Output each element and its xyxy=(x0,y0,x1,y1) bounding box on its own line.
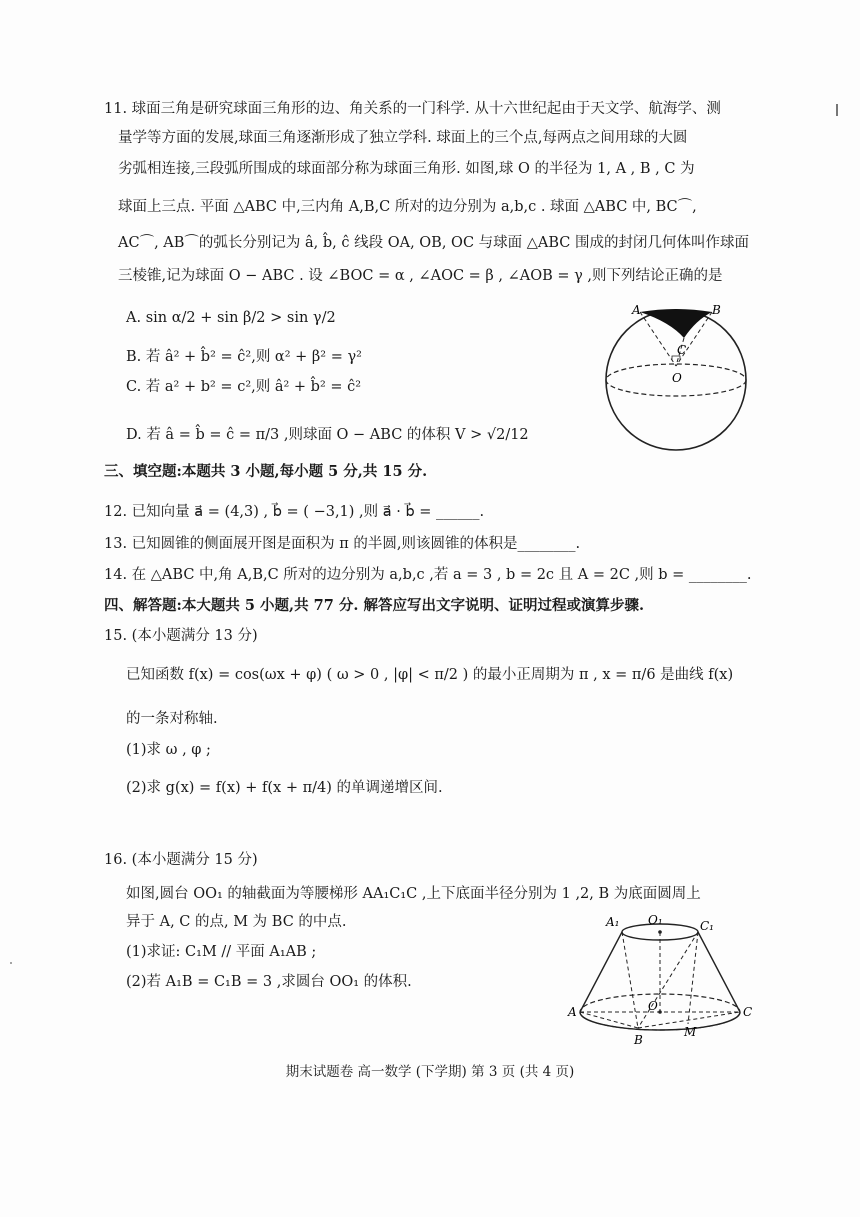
scan-mark xyxy=(836,104,838,116)
section-3-heading: 三、填空题:本题共 3 小题,每小题 5 分,共 15 分. xyxy=(104,463,428,480)
frustum-label-b: B xyxy=(634,1033,643,1047)
q15-heading: 15. (本小题满分 13 分) xyxy=(104,628,258,644)
q11-line-1: 11. 球面三角是研究球面三角形的边、角关系的一门科学. 从十六世纪起由于天文学、航海学、测 xyxy=(104,101,721,117)
q15-line-1: 已知函数 f(x) = cos(ωx + φ) ( ω > 0 , |φ| < π/2 ) 的最小正周期为 π , x = π/6 是曲线 f(x) xyxy=(126,667,734,683)
scan-dot xyxy=(10,962,12,964)
frustum-figure xyxy=(566,906,766,1056)
q11-line-6: 三棱锥,记为球面 O − ABC . 设 ∠BOC = α , ∠AOC = β , ∠AOB = γ ,则下列结论正确的是 xyxy=(118,268,723,284)
q15-part-2: (2)求 g(x) = f(x) + f(x + π/4) 的单调递增区间. xyxy=(126,780,443,796)
frustum-label-c: C xyxy=(743,1005,753,1019)
q15-line-2: 的一条对称轴. xyxy=(126,711,218,727)
q13-text: 13. 已知圆锥的侧面展开图是面积为 π 的半圆,则该圆锥的体积是________. xyxy=(104,536,581,552)
sphere-label-a: A xyxy=(632,303,641,317)
q11-option-c: C. 若 a² + b² = c²,则 â² + b̂² = ĉ² xyxy=(126,379,362,395)
q11-line-4: 球面上三点. 平面 △ABC 中,三内角 A,B,C 所对的边分别为 a,b,c . 球面 △ABC 中, BC⌒, xyxy=(118,199,697,215)
q14-text: 14. 在 △ABC 中,角 A,B,C 所对的边分别为 a,b,c ,若 a = 3 , b = 2c 且 A = 2C ,则 b = ________. xyxy=(104,567,752,583)
section-4-heading: 四、解答题:本大题共 5 小题,共 77 分. 解答应写出文字说明、证明过程或演算步骤. xyxy=(104,597,645,614)
q11-line-3: 劣弧相连接,三段弧所围成的球面部分称为球面三角形. 如图,球 O 的半径为 1, A , B , C 为 xyxy=(118,161,695,177)
q11-line-2: 量学等方面的发展,球面三角逐渐形成了独立学科. 球面上的三个点,每两点之间用球的大圆 xyxy=(118,130,688,146)
frustum-label-m: M xyxy=(684,1025,697,1039)
q15-part-1: (1)求 ω , φ ; xyxy=(126,742,211,758)
q16-line-1: 如图,圆台 OO₁ 的轴截面为等腰梯形 AA₁C₁C ,上下底面半径分别为 1 ,2, B 为底面圆周上 xyxy=(126,886,701,902)
q11-option-b: B. 若 â² + b̂² = ĉ²,则 α² + β² = γ² xyxy=(126,349,362,365)
q12-text: 12. 已知向量 a⃗ = (4,3) , b⃗ = ( −3,1) ,则 a⃗ · b⃗ = ______. xyxy=(104,504,485,520)
q11-option-a: A. sin α/2 + sin β/2 > sin γ/2 xyxy=(126,310,336,326)
sphere-label-c: C xyxy=(677,343,687,357)
q16-part-2: (2)若 A₁B = C₁B = 3 ,求圆台 OO₁ 的体积. xyxy=(126,974,412,990)
q16-heading: 16. (本小题满分 15 分) xyxy=(104,852,258,868)
frustum-label-c1: C₁ xyxy=(700,919,714,933)
q11-line-5: AC⌒, AB⌒的弧长分别记为 â, b̂, ĉ 线段 OA, OB, OC 与球面 △ABC 围成的封闭几何体叫作球面 xyxy=(118,235,750,251)
page-footer: 期末试题卷 高一数学 (下学期) 第 3 页 (共 4 页) xyxy=(285,1064,575,1080)
sphere-label-o: O xyxy=(672,371,682,385)
frustum-label-a1: A₁ xyxy=(606,915,620,929)
q16-part-1: (1)求证: C₁M // 平面 A₁AB ; xyxy=(126,944,317,960)
frustum-label-a: A xyxy=(568,1005,577,1019)
frustum-label-o1: O₁ xyxy=(648,913,663,927)
q16-line-2: 异于 A, C 的点, M 为 BC 的中点. xyxy=(126,914,347,930)
sphere-label-b: B xyxy=(712,303,721,317)
frustum-label-o: O xyxy=(648,999,658,1013)
sphere-triangle-figure xyxy=(600,298,760,458)
q11-option-d: D. 若 â = b̂ = ĉ = π/3 ,则球面 O − ABC 的体积 V > √2/12 xyxy=(126,427,529,443)
